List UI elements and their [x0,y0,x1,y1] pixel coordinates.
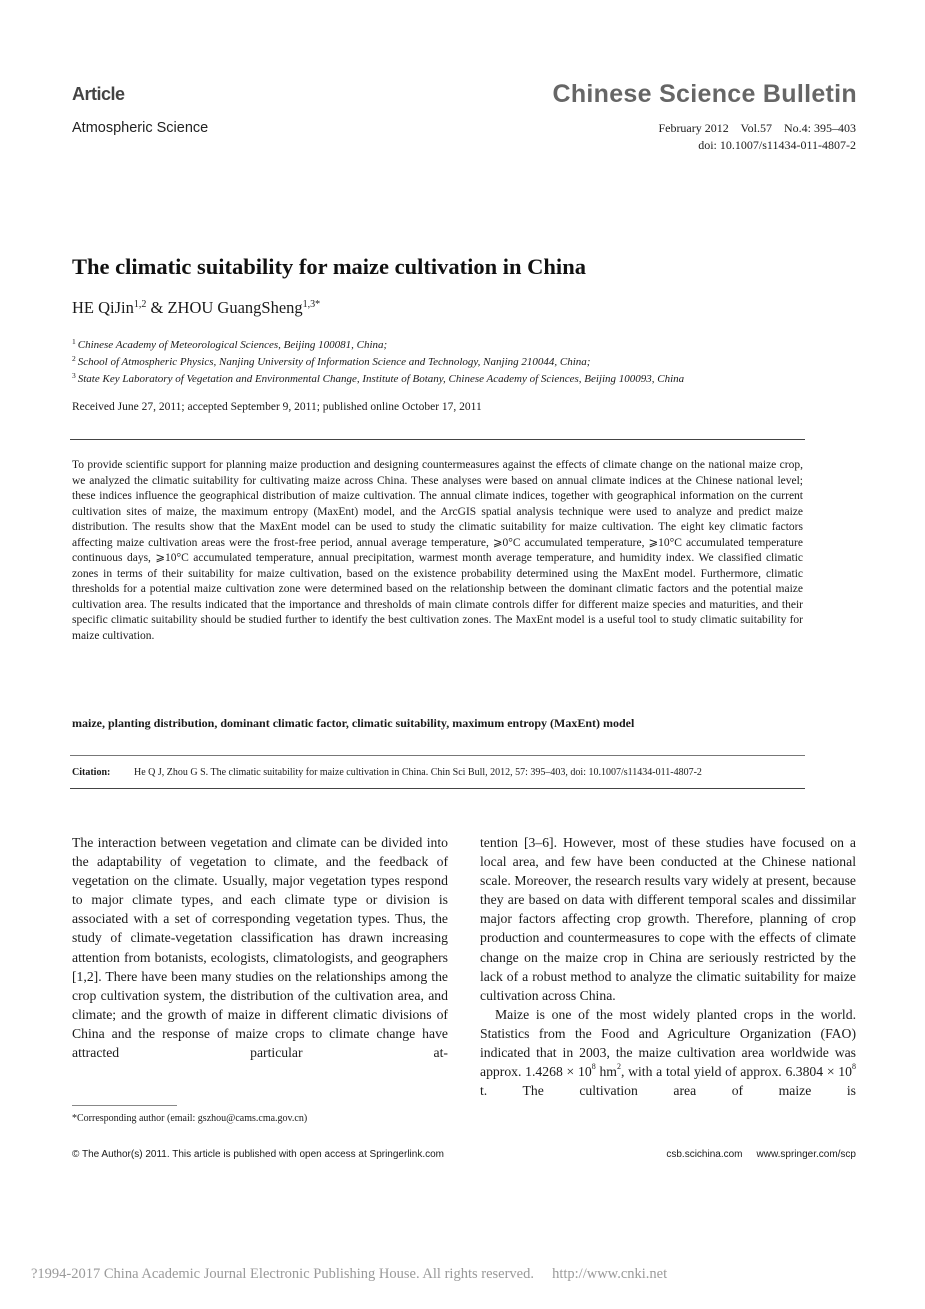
corresponding-author-footnote: *Corresponding author (email: gszhou@cams.cma.gov.cn) [72,1113,308,1124]
footnote-divider [72,1105,177,1106]
doi: doi: 10.1007/s11434-011-4807-2 [698,138,856,152]
article-type-label: Article [72,84,125,104]
publisher-site-link[interactable]: www.springer.com/scp [756,1149,856,1160]
affiliation-marker: 1,2 [133,299,147,310]
section-label: Atmospheric Science [72,120,209,136]
divider [70,439,805,440]
keywords: maize, planting distribution, dominant climatic factor, climatic suitability, maximum entropy (MaxEnt) model [72,716,635,730]
affiliation-marker: 1,3* [302,299,321,310]
author-name: ZHOU GuangSheng [167,298,303,317]
body-column-right [480,833,856,1100]
citation-label: Citation: [72,767,111,778]
journal-name: Chinese Science Bulletin [552,80,857,108]
copyright-notice: © The Author(s) 2011. This article is published with open access at Springerlink.com [72,1149,444,1160]
author-list [72,298,320,318]
publication-dates: Received June 27, 2011; accepted September 9, 2011; published online October 17, 2011 [72,401,482,413]
body-column-left [72,833,448,1062]
divider [70,788,805,789]
author-name: HE QiJin [72,298,134,317]
affiliation: $^1$ Chinese Academy of Meteorological Sciences, Beijing 100081, China; [72,337,388,351]
journal-site-link[interactable]: csb.scichina.com [666,1149,743,1160]
paragraph: Maize is one of the most widely planted crops in the world. Statistics from the Food and Agriculture Organization (FAO) indicated that in 2003, the maize cultivation area worldwide was approx. $1.4268 \times 10^8$ $hm^2$, with a total yield of approx. $6.3804 \times 10^8$ t. The cultivation area of maize is [480,1006,856,1099]
issue-info: February 2012 Vol.57 No.4: 395–403 [658,121,856,135]
affiliation: $^2$ School of Atmospheric Physics, Nanjing University of Information Science and Technology, Nanjing 210044, China; [72,354,591,368]
affiliation: $^3$ State Key Laboratory of Vegetation and Environmental Change, Institute of Botany, Chinese Academy of Sciences, Beijing 100093, China [72,371,685,385]
paragraph: The interaction between vegetation and climate can be divided into the adaptability of vegetation to climate, and the feedback of vegetation on the climate. Usually, major vegetation types respond to major climate types, and each climate type or division is associated with a set of corresponding vegetation types. Thus, the study of climate-vegetation classification has drawn increasing attention from botanists, ecologists, climatologists, and geographers [1,2]. There have been many studies on the relationships among the crop cultivation system, the distribution of the cultivation area, and climate; and the growth of maize in different climatic divisions of China and the response of maize crops to climate change have attracted particular at- [72,835,448,1061]
cnki-watermark: ?1994-2017 China Academic Journal Electronic Publishing House. All rights reserved. http://www.cnki.net [31,1266,668,1282]
paragraph: tention [3–6]. However, most of these studies have focused on a local area, and few have been conducted at the Chinese national scale. Moreover, the research results vary widely at present, because they are based on data with different temporal scales and dissimilar major factors affecting crop growth. Therefore, planning of crop production and countermeasures to cope with the effects of climate change on the maize crop in China are seriously restricted by the lack of a robust method to analyze the climatic suitability for maize cultivation across China. [480,835,856,1003]
divider [70,755,805,756]
paper-title: The climatic suitability for maize cultivation in China [72,254,586,279]
footer-links [652,1149,856,1160]
abstract: To provide scientific support for planning maize production and designing countermeasures against the effects of climate change on the national maize crop, we analyzed the climatic suitability for cultivating maize across China. These analyses were based on annual climate indices at the Chinese national level; these indices influence the geographical distribution of maize cultivation. The annual climate indices, together with geographical information on the current cultivation sites of maize, the maximum entropy (MaxEnt) model, and the ArcGIS spatial analysis technique were used to analyze and predict maize distribution. The results show that the MaxEnt model can be used to study the climatic suitability for maize cultivation. The eight key climatic factors affecting maize cultivation areas were the frost-free period, annual average temperature, ⩾0°C accumulated temperature, ⩾10°C accumulated temperature continuous days, ⩾10°C accumulated temperature, annual precipitation, warmest month average temperature, and humidity index. We classified climatic zones in terms of their suitability for maize cultivation, based on the existence probability determined using the MaxEnt model. Furthermore, climatic thresholds for a potential maize cultivation zone were determined based on the relationship between the dominant climatic factors and the potential maize cultivation area. The results indicated that the importance and thresholds of main climate controls differ for different maize species and maturities, and their specific climatic suitability should be studied further to identify the best cultivation zones. The MaxEnt model is a useful tool to study climatic suitability for maize cultivation. [72,459,803,643]
citation-text: He Q J, Zhou G S. The climatic suitability for maize cultivation in China. Chin Sci Bull, 2012, 57: 395–403, doi: 10.1007/s11434-011-4807-2 [134,767,702,778]
author-separator: & [146,298,168,317]
